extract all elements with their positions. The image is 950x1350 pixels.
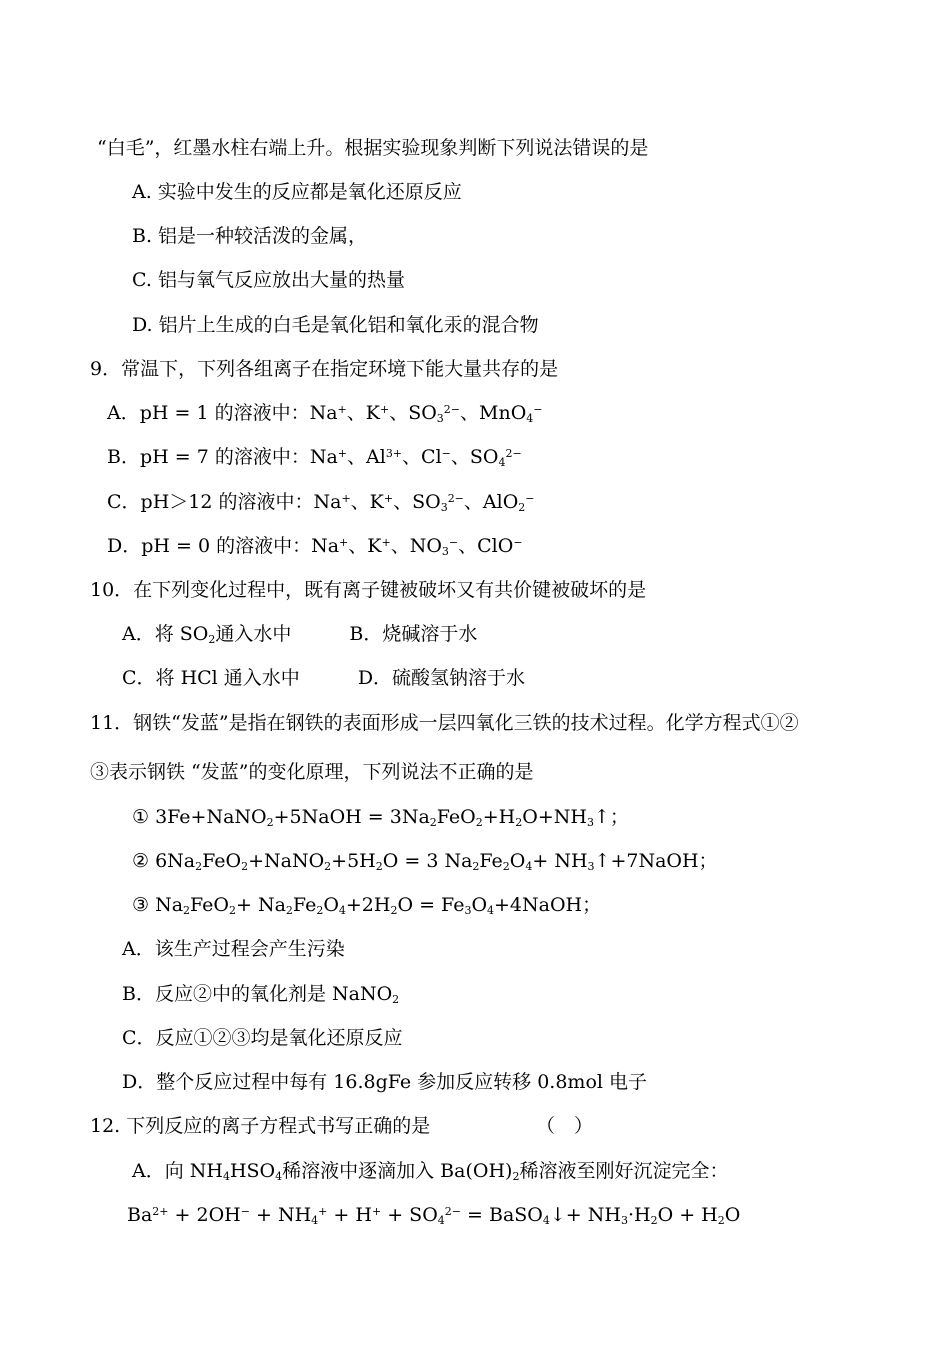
q8-option-d: D. 铝片上生成的白毛是氧化铝和氧化汞的混合物 <box>132 314 539 336</box>
q10-option-a: A．将 $SO_2$通入水中 <box>122 623 292 646</box>
q8-option-a: A. 实验中发生的反应都是氧化还原反应 <box>132 181 462 203</box>
q10-options-row-2 <box>122 666 525 690</box>
q10-option-d: D．硫酸氢钠溶于水 <box>357 667 526 689</box>
q12-option-a-equation: $Ba^{2+} + 2OH^- + NH_4^+ + H^+ + SO_4^{2-}$ = BaSO$_4$↓+ $NH_3\cdot H_2O + H_2O$ <box>127 1204 741 1227</box>
q10-option-b: B．烧碱溶于水 <box>349 623 478 645</box>
q9-option-b: B．pH = 7 的溶液中：Na+、$Al^{3+}$、Cl−、$SO_4^{2-}$ <box>107 446 522 469</box>
q12-option-a: A．向 $NH_4HSO_4$稀溶液中逐滴加入 $Ba(OH)_2$稀溶液至刚好沉淀完全： <box>132 1160 729 1183</box>
q9-option-d: D．pH = 0 的溶液中：Na+、K+、$NO_3^-$、ClO− <box>107 535 523 558</box>
q10-options-row-1 <box>122 622 477 646</box>
q11-stem-line-1: 11．钢铁“发蓝”是指在钢铁的表面形成一层四氧化三铁的技术过程。化学方程式①② <box>90 712 799 734</box>
q11-equation-3: ③ $Na_2FeO_2+ Na_2Fe_2O_4+2H_2O$ = $Fe_3O_4+4NaOH$； <box>132 894 602 917</box>
q10-option-c: C．将 HCl 通入水中 <box>122 667 300 689</box>
q11-stem-line-2: ③表示钢铁 “发蓝”的变化原理，下列说法不正确的是 <box>90 761 534 783</box>
q8-option-c: C. 铝与氧气反应放出大量的热量 <box>132 269 405 291</box>
q11-option-a: A．该生产过程会产生污染 <box>122 938 345 960</box>
q8-option-b: B. 铝是一种较活泼的金属， <box>132 225 368 247</box>
q11-option-c: C．反应①②③均是氧化还原反应 <box>122 1027 403 1049</box>
q12-answer-parentheses: （ ） <box>536 1115 594 1137</box>
q9-stem: 9．常温下，下列各组离子在指定环境下能大量共存的是 <box>90 358 559 380</box>
q9-option-c: C．pH＞12 的溶液中：Na+、K+、$SO_3^{2-}$、AlO$_2$− <box>107 491 535 514</box>
q8-stem-continuation: “白毛”，红墨水柱右端上升。根据实验现象判断下列说法错误的是 <box>97 137 649 159</box>
q10-stem: 10．在下列变化过程中，既有离子键被破坏又有共价键被破坏的是 <box>90 579 647 601</box>
q12-stem: 12. 下列反应的离子方程式书写正确的是 <box>90 1115 431 1137</box>
q11-option-d: D．整个反应过程中每有 16.8gFe 参加反应转移 0.8mol 电子 <box>122 1071 647 1093</box>
q11-option-b: B．反应②中的氧化剂是 NaNO$_2$ <box>122 983 400 1006</box>
q11-equation-2: ② $6Na_2FeO_2+NaNO_2+5H_2O = 3$ $Na_2Fe_2O_4+$ $NH_3↑+7NaOH$； <box>132 850 718 873</box>
q11-equation-1: ① 3Fe+NaNO$_2$+5NaOH = $3Na_2FeO_2+H_2O+NH_3↑$； <box>132 806 629 829</box>
q9-option-a: A．pH = 1 的溶液中：Na+、K+、$SO_3^{2-}$、MnO$_4$− <box>107 402 543 425</box>
